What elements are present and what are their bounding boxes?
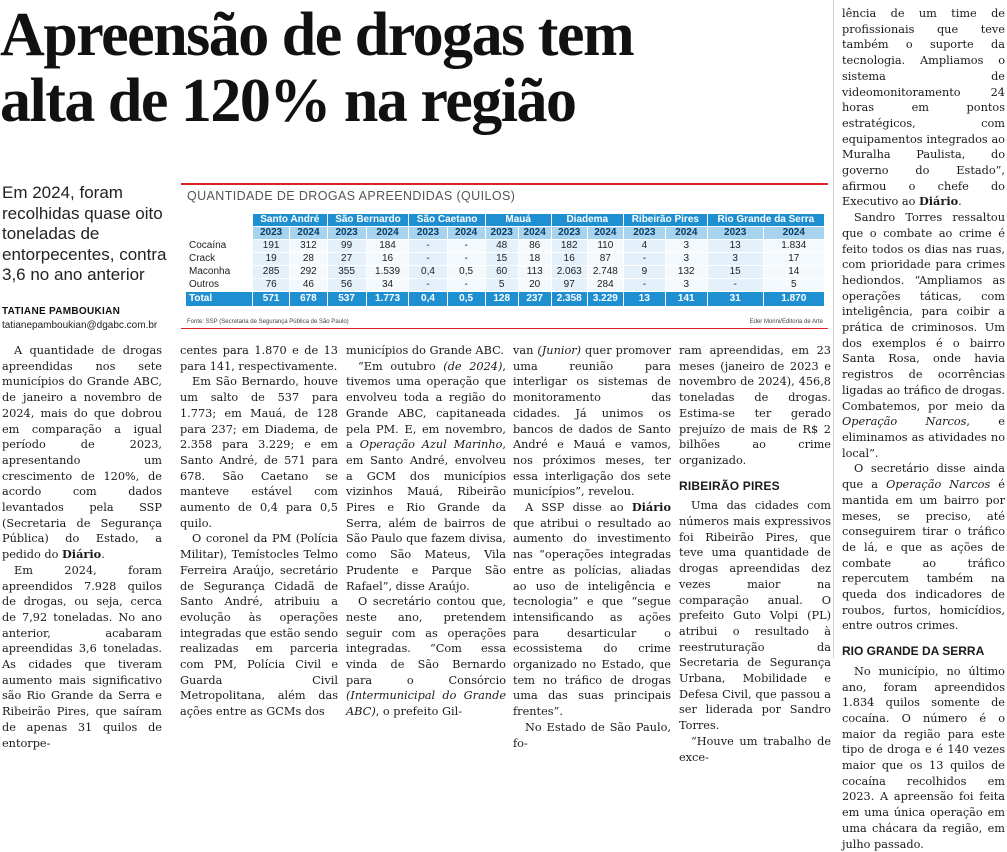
text: A SSP disse ao: [525, 501, 632, 515]
table-cell: 17: [764, 253, 824, 265]
table-cell: 113: [519, 266, 551, 278]
text: é mantida em um bairro por meses, se preciso, até conseguirem tirar o tráfico de lá, e que as ações de combate ao tráfico repercutem também na queda dos indicadores de roubos, furtos, homicídios, entre outros crimes.: [842, 478, 1005, 633]
text-italic: (Junior): [537, 344, 582, 357]
author-name: TATIANE PAMBOUKIAN: [2, 306, 121, 317]
table-row: [186, 240, 824, 252]
paragraph: No município, no último ano, foram apreendidos 1.834 quilos somente de cocaína. O número é o maior da região para este tipo de droga e é 140 vezes maior que os 13 quilos de cocaína recolhidos em 2023. A apreensão foi feita em uma única operação em uma chácara da região, em julho passado.: [842, 664, 1005, 851]
text: van: [513, 344, 538, 357]
text: “Em outubro: [358, 359, 444, 373]
text: A quantidade de drogas apreendidas nos sete municípios do Grande ABC, de janeiro a novembro de 2024, mais do que dobrou em comparação a igual período de 2023, apresentando um crescimento de 120%, de acordo com dados levantados pela SSP (Secretaria de Segurança Pública) do Estado, a pedido do: [2, 344, 162, 562]
row-label: Cocaína: [186, 240, 252, 252]
newspaper-name: Diário: [631, 500, 671, 515]
article-column-3: [346, 343, 506, 720]
table-cell: 97: [552, 279, 587, 291]
table-cell: 0,5: [448, 292, 485, 306]
table-cell: -: [409, 253, 446, 265]
text: quer promover uma reunião para interligar os sistemas de monitoramento das cidades. Já unimos os bancos de dados de Santo André e Mauá e vamos, nos próximos meses, ter essa interligação dos sete municípios”, revelou.: [513, 344, 671, 499]
table-cell: 46: [290, 279, 326, 291]
table-cell: 3: [708, 253, 763, 265]
row-label: Total: [186, 292, 252, 306]
drug-table-body: [186, 240, 824, 306]
author-email[interactable]: tatianepamboukian@dgabc.com.br: [2, 320, 158, 331]
article-column-4: [513, 343, 671, 751]
paragraph: “Houve um trabalho de exce-: [679, 734, 831, 764]
text: .: [958, 195, 962, 209]
drug-seizure-table: [185, 213, 825, 307]
paragraph: [513, 500, 671, 720]
row-label: Maconha: [186, 266, 252, 278]
table-cell: 5: [764, 279, 824, 291]
city-header-row: [186, 214, 824, 226]
table-cell: 34: [367, 279, 409, 291]
table-cell: 4: [624, 240, 665, 252]
table-cell: 19: [253, 253, 289, 265]
headline: [0, 2, 830, 134]
table-cell: 28: [290, 253, 326, 265]
table-cell: 292: [290, 266, 326, 278]
table-cell: 110: [588, 240, 623, 252]
paragraph: [842, 6, 1005, 210]
table-cell: -: [409, 240, 446, 252]
table-cell: 60: [486, 266, 518, 278]
table-cell: 0,5: [448, 266, 485, 278]
table-cell: 284: [588, 279, 623, 291]
table-cell: -: [448, 279, 485, 291]
newspaper-name: Diário: [918, 194, 959, 209]
table-cell: -: [448, 253, 485, 265]
table-cell: 76: [253, 279, 289, 291]
table-cell: 312: [290, 240, 326, 252]
table-cell: 128: [486, 292, 518, 306]
table-cell: 27: [328, 253, 366, 265]
newspaper-name: Diário: [62, 547, 102, 562]
city-header: São Caetano: [409, 214, 484, 226]
text: , e eliminamos as atividades no local”.: [842, 415, 1005, 460]
table-cell: 9: [624, 266, 665, 278]
table-cell: 56: [328, 279, 366, 291]
table-cell: 16: [552, 253, 587, 265]
table-cell: 1.773: [367, 292, 409, 306]
row-label: Crack: [186, 253, 252, 265]
city-header: Mauá: [486, 214, 551, 226]
operation-name: Operação Narcos: [886, 478, 991, 492]
text: Sandro Torres ressaltou que o combate ao crime é feito todos os dias nas ruas, com prioridade para crimes hediondos. “Ampliamos as operações táticas, com inteligência, para coibir a prática de criminosos. Um dos exemplos é o bairro Santa Rosa, onde havia registros de ocorrências ligadas ao tráfico de drogas. Combatemos, por meio da: [842, 211, 1005, 413]
paragraph: ram apreendidas, em 23 meses (janeiro de 2023 e novembro de 2024), 456,8 toneladas de drogas. Estima-se ter gerado prejuízo de mais de R$ 2 bilhões ao crime organizado.: [679, 344, 831, 467]
infographic-top-rule: [181, 183, 828, 185]
table-row: [186, 279, 824, 291]
paragraph: Em 2024, foram apreendidos 7.928 quilos de drogas, ou seja, cerca de 7,92 toneladas. No ano anterior, acabaram apreendidas 3,6 toneladas. As cidades que tiveram aumento mais significativo são Rio Grande da Serra e Ribeirão Pires, que saíram de apenas 31 quilos de entorpe-: [2, 563, 162, 750]
table-cell: 15: [708, 266, 763, 278]
paragraph: [842, 210, 1005, 461]
text: O secretário disse ainda que a: [842, 462, 1005, 492]
city-header: São Bernardo: [328, 214, 409, 226]
paragraph: No Estado de São Paulo, fo-: [513, 720, 671, 750]
table-cell: 1.539: [367, 266, 409, 278]
table-cell: 132: [666, 266, 707, 278]
table-cell: 191: [253, 240, 289, 252]
table-cell: 1.870: [764, 292, 824, 306]
table-cell: 0,4: [409, 292, 446, 306]
source-note: Fonte: SSP (Secretaria de Segurança Pública de São Paulo): [187, 319, 349, 325]
text: .: [101, 548, 105, 562]
infographic-footer: [187, 319, 827, 325]
article-column-5: [679, 343, 831, 765]
table-cell: 86: [519, 240, 551, 252]
table-cell: 355: [328, 266, 366, 278]
year-header: 2024: [367, 227, 409, 239]
table-cell: 18: [519, 253, 551, 265]
table-row: [186, 266, 824, 278]
corner-cell: [186, 227, 252, 239]
table-cell: 3: [666, 279, 707, 291]
text: , tivemos uma operação que envolveu toda a região do Grande ABC, capitaneada pela PM. E, em novembro, a: [346, 359, 506, 452]
table-cell: 5: [486, 279, 518, 291]
table-cell: 2.748: [588, 266, 623, 278]
table-cell: -: [624, 279, 665, 291]
year-header: 2023: [328, 227, 366, 239]
table-row: [186, 253, 824, 265]
article-column-2: [180, 343, 338, 720]
city-header: Rio Grande da Serra: [708, 214, 824, 226]
city-header: Diadema: [552, 214, 623, 226]
deck-subtitle: Em 2024, foram recolhidas quase oito toneladas de entorpecentes, contra 3,6 no ano anterior: [2, 183, 167, 284]
year-header: 2023: [253, 227, 289, 239]
table-cell: 13: [708, 240, 763, 252]
text: O secretário contou que, neste ano, pretendem seguir com as operações integradas. “Com essa vinda de São Bernardo para o Consórcio: [346, 595, 506, 687]
paragraph: municípios do Grande ABC.: [346, 344, 504, 357]
table-cell: 31: [708, 292, 763, 306]
table-cell: -: [448, 240, 485, 252]
year-header: 2023: [409, 227, 446, 239]
year-header: 2024: [290, 227, 326, 239]
paragraph: [513, 343, 671, 500]
total-row: [186, 292, 824, 306]
year-header: 2024: [588, 227, 623, 239]
paragraph: Em São Bernardo, houve um salto de 537 para 1.773; em Mauá, de 128 para 237; em Diadema, de 2.358 para 3.229; e em Santo André, de 571 para 678. São Caetano se manteve estável com aumento de 0,4 para 0,5 quilo.: [180, 375, 338, 530]
article-column-6: [842, 6, 1005, 852]
table-cell: 571: [253, 292, 289, 306]
year-header: 2023: [486, 227, 518, 239]
table-cell: 3: [666, 240, 707, 252]
year-header-row: [186, 227, 824, 239]
text: , o prefeito Gil-: [375, 705, 463, 719]
table-cell: 87: [588, 253, 623, 265]
table-cell: 141: [666, 292, 707, 306]
operation-name: Operação Azul Marinho: [359, 438, 503, 452]
infographic-bottom-rule: [181, 328, 828, 329]
table-cell: -: [708, 279, 763, 291]
table-cell: 237: [519, 292, 551, 306]
year-header: 2023: [624, 227, 665, 239]
row-label: Outros: [186, 279, 252, 291]
table-cell: -: [409, 279, 446, 291]
table-cell: 13: [624, 292, 665, 306]
paragraph: [346, 359, 506, 595]
headline-line-2: alta de 120% na região: [0, 67, 576, 135]
text-italic: (de 2024): [443, 359, 503, 373]
headline-line-1: Apreensão de drogas tem: [0, 1, 634, 69]
table-cell: 0,4: [409, 266, 446, 278]
text-italic: (Intermunicipal do Grande ABC): [346, 689, 506, 719]
paragraph: O coronel da PM (Polícia Militar), Temístocles Telmo Ferreira Araújo, secretário de Segurança Cidadã de Santo André, atribuiu a evolução às operações integradas que estão sendo realizadas em parceria com PM, Polícia Civil e Guarda Civil Metropolitana, além das ações entre as GCMs dos: [180, 532, 338, 719]
table-cell: 2.358: [552, 292, 587, 306]
art-credit: Eder Morini/Editoria de Arte: [749, 319, 823, 325]
city-header: Ribeirão Pires: [624, 214, 707, 226]
paragraph: [346, 594, 506, 720]
year-header: 2023: [708, 227, 763, 239]
year-header: 2024: [666, 227, 707, 239]
paragraph: [842, 461, 1005, 634]
drug-seizure-infographic: [181, 183, 828, 331]
table-cell: 3: [666, 253, 707, 265]
text: lência de um time de profissionais que teve também o suporte da tecnologia. Ampliamos o sistema de videomonitoramento 24 horas em pontos estratégicos, com equipamentos integrados ao Muralha Paulista, do governo do Estado”, afirmou o chefe do Executivo ao: [842, 7, 1005, 209]
table-cell: 285: [253, 266, 289, 278]
year-header: 2024: [448, 227, 485, 239]
table-cell: 678: [290, 292, 326, 306]
subheading-rio-grande-da-serra: RIO GRANDE DA SERRA: [842, 644, 985, 659]
year-header: 2024: [764, 227, 824, 239]
paragraph: centes para 1.870 e de 13 para 141, respectivamente.: [180, 344, 338, 373]
text: , em Santo André, envolveu a GCM dos municípios vizinhos Mauá, Ribeirão Pires e Rio Grande da Serra, além de bairros de São Paulo que fazem divisa, como São Mateus, Vila Prudente e Parque São Rafael”, disse Araújo.: [346, 438, 507, 593]
corner-cell: [186, 214, 252, 226]
table-cell: 16: [367, 253, 409, 265]
table-cell: 537: [328, 292, 366, 306]
paragraph: Uma das cidades com números mais expressivos foi Ribeirão Pires, que teve uma quantidade de drogas apreendidas dez vezes maior na comparação anual. O prefeito Guto Volpi (PL) atribui o resultado à reestruturação da Secretaria de Segurança Urbana, Mobilidade e Defesa Civil, que passou a ser liderada por Sandro Torres.: [679, 499, 831, 733]
table-cell: 15: [486, 253, 518, 265]
table-cell: 184: [367, 240, 409, 252]
table-cell: 182: [552, 240, 587, 252]
text: que atribui o resultado ao aumento do investimento nas “operações integradas entre as polícias, aliadas ao uso de inteligência e tecnologia” e que “segue intensificando as ações para desarticular o ecossistema do crime organizado no Estado, que tem no tráfico de drogas uma das suas principais frentes”.: [513, 516, 671, 719]
table-cell: 48: [486, 240, 518, 252]
year-header: 2024: [519, 227, 551, 239]
table-cell: 1.834: [764, 240, 824, 252]
column-divider: [833, 0, 834, 658]
infographic-title: QUANTIDADE DE DROGAS APREENDIDAS (QUILOS): [187, 189, 516, 203]
table-cell: 14: [764, 266, 824, 278]
paragraph: [2, 343, 162, 563]
table-cell: 2.063: [552, 266, 587, 278]
table-cell: 20: [519, 279, 551, 291]
table-cell: -: [624, 253, 665, 265]
table-cell: 3.229: [588, 292, 623, 306]
subheading-ribeirao-pires: RIBEIRÃO PIRES: [679, 478, 780, 493]
city-header: Santo André: [253, 214, 327, 226]
operation-name: Operação Narcos: [842, 415, 967, 429]
table-cell: 99: [328, 240, 366, 252]
article-column-1: [2, 343, 162, 751]
year-header: 2023: [552, 227, 587, 239]
